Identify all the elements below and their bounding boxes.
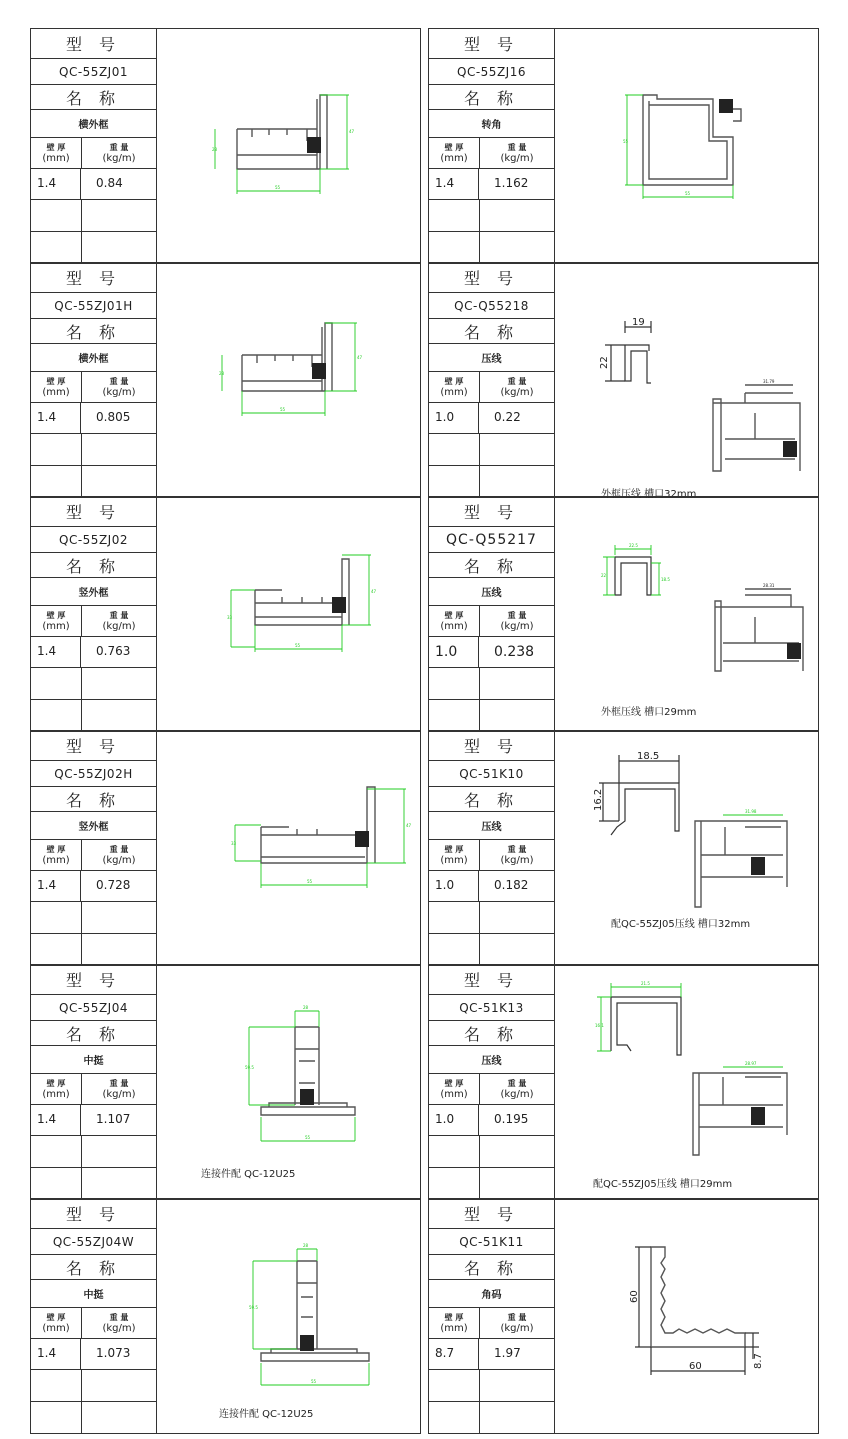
weight-label: 重 量: [109, 142, 129, 152]
wall-unit: (mm): [42, 386, 70, 398]
profile-name: 压线: [429, 812, 554, 840]
weight-value: 1.107: [96, 1112, 131, 1126]
weight-label: 重 量: [109, 376, 129, 386]
weight-value: 1.073: [96, 1346, 131, 1360]
empty-row: [31, 668, 156, 700]
wall-thickness-value: 1.4: [31, 403, 81, 433]
wall-thickness-label: 壁 厚: [46, 1078, 66, 1088]
dim-width: 55: [307, 879, 313, 884]
empty-row: [429, 232, 554, 263]
values-row: [429, 871, 554, 902]
slot-caption: 外框压线 槽口29mm: [601, 707, 697, 718]
profile-card: [428, 964, 819, 1200]
values-row: [429, 403, 554, 434]
name-heading: 名 称: [31, 787, 156, 812]
weight-label: 重 量: [109, 1312, 129, 1322]
weight-unit: (kg/m): [500, 854, 534, 866]
wall-unit: (mm): [440, 620, 468, 632]
profile-name: 角码: [429, 1280, 554, 1308]
empty-row: [31, 934, 156, 965]
model-number: QC-55ZJ01: [31, 59, 156, 85]
weight-label: 重 量: [507, 610, 527, 620]
wall-unit: (mm): [440, 1088, 468, 1100]
profile-drawing: [157, 965, 420, 1199]
empty-row: [31, 1370, 156, 1402]
wall-thickness-label: 壁 厚: [444, 610, 464, 620]
model-number: QC-55ZJ02H: [31, 761, 156, 787]
name-heading: 名 称: [429, 1255, 554, 1280]
model-number: QC-51K11: [429, 1229, 554, 1255]
weight-unit: (kg/m): [102, 1322, 136, 1334]
empty-row: [429, 700, 554, 731]
empty-row: [31, 700, 156, 731]
profile-card: [30, 964, 421, 1200]
weight-label: 重 量: [507, 1312, 527, 1322]
profile-card: [30, 730, 421, 966]
model-number: QC-55ZJ01H: [31, 293, 156, 319]
wall-thickness-label: 壁 厚: [46, 1312, 66, 1322]
empty-row: [429, 1136, 554, 1168]
wall-unit: (mm): [42, 620, 70, 632]
wall-unit: (mm): [440, 1322, 468, 1334]
values-row: [429, 169, 554, 200]
weight-label: 重 量: [109, 610, 129, 620]
model-number: QC-51K13: [429, 995, 554, 1021]
name-heading: 名 称: [429, 1021, 554, 1046]
empty-row: [429, 668, 554, 700]
units-row: [429, 138, 554, 169]
weight-unit: (kg/m): [102, 854, 136, 866]
wall-unit: (mm): [42, 1088, 70, 1100]
name-heading: 名 称: [31, 1021, 156, 1046]
spec-table: [31, 263, 157, 497]
spec-table: [429, 731, 555, 965]
slot-caption: 配QC-55ZJ05压线 槽口32mm: [611, 919, 751, 930]
wall-thickness-value: 1.4: [31, 637, 81, 667]
model-heading: 型 号: [31, 263, 156, 293]
wall-thickness-value: 1.0: [429, 403, 479, 433]
cad-section: [157, 965, 420, 1199]
slot-caption: 配QC-55ZJ05压线 槽口29mm: [593, 1179, 733, 1190]
dim-depth: 47: [371, 589, 377, 594]
model-number: QC-55ZJ04: [31, 995, 156, 1021]
wall-thickness-label: 壁 厚: [46, 376, 66, 386]
wall-thickness-value: 1.4: [31, 1105, 81, 1135]
model-heading: 型 号: [429, 1199, 554, 1229]
dim-width: 55: [311, 1379, 317, 1384]
profile-name: 压线: [429, 344, 554, 372]
wall-thickness-label: 壁 厚: [444, 376, 464, 386]
wall-thickness-label: 壁 厚: [444, 142, 464, 152]
weight-label: 重 量: [507, 376, 527, 386]
dim-width: 55: [305, 1135, 311, 1140]
weight-unit: (kg/m): [500, 1088, 534, 1100]
empty-row: [429, 934, 554, 965]
dim-thickness: 8.7: [753, 1353, 764, 1369]
weight-value: 0.805: [96, 410, 131, 424]
slot-caption: 外框压线 槽口32mm: [601, 489, 697, 500]
values-row: [31, 871, 156, 902]
weight-unit: (kg/m): [102, 386, 136, 398]
weight-value: 0.182: [494, 878, 529, 892]
name-heading: 名 称: [429, 319, 554, 344]
wall-unit: (mm): [440, 386, 468, 398]
dim-top: 22.5: [629, 543, 638, 548]
cad-section: [157, 263, 420, 497]
model-number: QC-55ZJ02: [31, 527, 156, 553]
wall-thickness-label: 壁 厚: [444, 844, 464, 854]
units-row: [31, 1308, 156, 1339]
empty-row: [31, 232, 156, 263]
cad-section: [555, 1199, 818, 1433]
wall-thickness-label: 壁 厚: [46, 142, 66, 152]
dim-width: 55: [295, 643, 301, 648]
model-heading: 型 号: [429, 263, 554, 293]
cad-section: [555, 497, 818, 731]
profile-drawing: [555, 731, 818, 965]
weight-value: 1.97: [494, 1346, 521, 1360]
dim-depth: 47: [406, 823, 412, 828]
values-row: [31, 637, 156, 668]
profile-drawing: [555, 263, 818, 500]
profile-drawing: [157, 731, 420, 965]
profile-card: [428, 28, 819, 264]
name-heading: 名 称: [31, 553, 156, 578]
connector-caption: 连接件配 QC-12U25: [201, 1169, 296, 1180]
wall-thickness-value: 1.4: [31, 169, 81, 199]
dim-slot: 31.79: [763, 379, 775, 384]
profile-name: 压线: [429, 1046, 554, 1074]
wall-thickness-value: 1.4: [31, 1339, 81, 1369]
wall-thickness-label: 壁 厚: [444, 1078, 464, 1088]
units-row: [429, 372, 554, 403]
profile-drawing: [555, 497, 818, 731]
profile-name: 横外框: [31, 344, 156, 372]
model-number: QC-55ZJ16: [429, 59, 554, 85]
weight-value: 0.195: [494, 1112, 529, 1126]
model-heading: 型 号: [429, 497, 554, 527]
model-heading: 型 号: [429, 731, 554, 761]
values-row: [429, 1339, 554, 1370]
profile-name: 竖外框: [31, 578, 156, 606]
weight-unit: (kg/m): [102, 1088, 136, 1100]
weight-value: 0.238: [494, 644, 535, 660]
weight-label: 重 量: [507, 142, 527, 152]
weight-unit: (kg/m): [102, 152, 136, 164]
dim-depth: 47: [349, 129, 355, 134]
profile-card: [428, 730, 819, 966]
dim-slot: 28.31: [763, 583, 775, 588]
spec-table: [429, 497, 555, 731]
weight-label: 重 量: [109, 1078, 129, 1088]
dim-side: 16.2: [593, 788, 604, 811]
profile-drawing: [157, 29, 420, 263]
dim-width: 55: [280, 407, 286, 412]
name-heading: 名 称: [31, 319, 156, 344]
wall-thickness-value: 8.7: [429, 1339, 479, 1369]
wall-thickness-label: 壁 厚: [444, 1312, 464, 1322]
cad-section: [555, 29, 818, 263]
model-heading: 型 号: [31, 29, 156, 59]
cad-section: [157, 29, 420, 263]
empty-row: [429, 200, 554, 232]
empty-row: [31, 466, 156, 497]
weight-label: 重 量: [109, 844, 129, 854]
empty-row: [429, 466, 554, 497]
dim-height: 60: [629, 1290, 640, 1303]
weight-value: 0.728: [96, 878, 131, 892]
name-heading: 名 称: [429, 787, 554, 812]
units-row: [31, 1074, 156, 1105]
dim-top: 19: [632, 317, 645, 328]
values-row: [429, 1105, 554, 1136]
weight-value: 0.763: [96, 644, 131, 658]
wall-thickness-value: 1.0: [429, 637, 479, 667]
profile-drawing: [157, 497, 420, 731]
weight-unit: (kg/m): [500, 620, 534, 632]
profile-drawing: [555, 965, 818, 1199]
dim-width: 55: [275, 185, 281, 190]
wall-thickness-label: 壁 厚: [46, 610, 66, 620]
profile-card: [428, 262, 819, 498]
dim-height: 59.5: [245, 1065, 254, 1070]
wall-unit: (mm): [42, 1322, 70, 1334]
spec-table: [429, 29, 555, 263]
empty-row: [31, 902, 156, 934]
dim-top: 28: [303, 1243, 309, 1248]
dim-width: 60: [689, 1361, 702, 1372]
dim-top: 28: [303, 1005, 309, 1010]
units-row: [429, 1074, 554, 1105]
cad-section: [555, 965, 818, 1199]
units-row: [429, 840, 554, 871]
spec-table: [31, 731, 157, 965]
model-number: QC-55ZJ04W: [31, 1229, 156, 1255]
spec-table: [429, 965, 555, 1199]
wall-thickness-value: 1.4: [31, 871, 81, 901]
dim-slot: 31.98: [745, 809, 757, 814]
model-heading: 型 号: [31, 965, 156, 995]
weight-label: 重 量: [507, 1078, 527, 1088]
empty-row: [31, 434, 156, 466]
weight-unit: (kg/m): [500, 1322, 534, 1334]
model-heading: 型 号: [429, 965, 554, 995]
spec-table: [31, 1199, 157, 1433]
values-row: [31, 403, 156, 434]
profile-drawing: [157, 263, 420, 497]
values-row: [31, 169, 156, 200]
empty-row: [31, 1168, 156, 1199]
profile-name: 转角: [429, 110, 554, 138]
dim-side: 16.1: [595, 1023, 604, 1028]
model-number: QC-Q55217: [429, 527, 554, 553]
empty-row: [31, 1136, 156, 1168]
profile-card: [30, 1198, 421, 1434]
wall-unit: (mm): [440, 152, 468, 164]
weight-value: 0.22: [494, 410, 521, 424]
dim-top: 21.5: [641, 981, 650, 986]
profile-name: 中挺: [31, 1280, 156, 1308]
dim-height: 33: [227, 615, 233, 620]
empty-row: [31, 1402, 156, 1433]
spec-table: [31, 29, 157, 263]
empty-row: [429, 902, 554, 934]
model-number: QC-51K10: [429, 761, 554, 787]
profile-card: [30, 496, 421, 732]
empty-row: [31, 200, 156, 232]
wall-unit: (mm): [42, 854, 70, 866]
units-row: [31, 840, 156, 871]
weight-unit: (kg/m): [500, 386, 534, 398]
dim-height: 28: [219, 371, 225, 376]
wall-thickness-value: 1.4: [429, 169, 479, 199]
dim-top: 18.5: [637, 751, 660, 762]
dim-side: 22: [601, 573, 607, 578]
model-heading: 型 号: [31, 497, 156, 527]
dim-inner: 18.5: [661, 577, 670, 582]
empty-row: [429, 434, 554, 466]
dim-height: 28: [212, 147, 218, 152]
dim-height: 59.5: [249, 1305, 258, 1310]
profile-card: [30, 262, 421, 498]
weight-value: 0.84: [96, 176, 123, 190]
empty-row: [429, 1168, 554, 1199]
wall-thickness-value: 1.0: [429, 871, 479, 901]
dim-width: 55: [685, 191, 691, 196]
cad-section: [157, 497, 420, 731]
dim-slot: 28.97: [745, 1061, 757, 1066]
weight-unit: (kg/m): [500, 152, 534, 164]
units-row: [31, 138, 156, 169]
empty-row: [429, 1370, 554, 1402]
spec-table: [429, 1199, 555, 1433]
profile-name: 横外框: [31, 110, 156, 138]
name-heading: 名 称: [429, 553, 554, 578]
spec-table: [31, 497, 157, 731]
profile-drawing: [555, 29, 818, 263]
wall-thickness-label: 壁 厚: [46, 844, 66, 854]
model-heading: 型 号: [31, 731, 156, 761]
profile-drawing: [555, 1199, 818, 1433]
values-row: [31, 1339, 156, 1370]
spec-table: [429, 263, 555, 497]
wall-thickness-value: 1.0: [429, 1105, 479, 1135]
wall-unit: (mm): [440, 854, 468, 866]
units-row: [31, 606, 156, 637]
units-row: [429, 1308, 554, 1339]
profile-name: 压线: [429, 578, 554, 606]
weight-value: 1.162: [494, 176, 529, 190]
cad-section: [555, 263, 818, 497]
cad-section: [157, 1199, 420, 1433]
wall-unit: (mm): [42, 152, 70, 164]
dim-height: 55: [623, 139, 629, 144]
profile-card: [30, 28, 421, 264]
profile-name: 竖外框: [31, 812, 156, 840]
weight-unit: (kg/m): [102, 620, 136, 632]
name-heading: 名 称: [31, 85, 156, 110]
units-row: [31, 372, 156, 403]
name-heading: 名 称: [31, 1255, 156, 1280]
values-row: [31, 1105, 156, 1136]
empty-row: [429, 1402, 554, 1433]
model-heading: 型 号: [31, 1199, 156, 1229]
name-heading: 名 称: [429, 85, 554, 110]
profile-card: [428, 1198, 819, 1434]
weight-label: 重 量: [507, 844, 527, 854]
units-row: [429, 606, 554, 637]
profile-card: [428, 496, 819, 732]
spec-table: [31, 965, 157, 1199]
cad-section: [157, 731, 420, 965]
dim-height: 33: [231, 841, 237, 846]
values-row: [429, 637, 554, 668]
model-heading: 型 号: [429, 29, 554, 59]
profile-name: 中挺: [31, 1046, 156, 1074]
dim-depth: 47: [357, 355, 363, 360]
profile-drawing: [157, 1199, 420, 1433]
dim-side: 22: [599, 356, 610, 369]
model-number: QC-Q55218: [429, 293, 554, 319]
connector-caption: 连接件配 QC-12U25: [219, 1409, 314, 1420]
